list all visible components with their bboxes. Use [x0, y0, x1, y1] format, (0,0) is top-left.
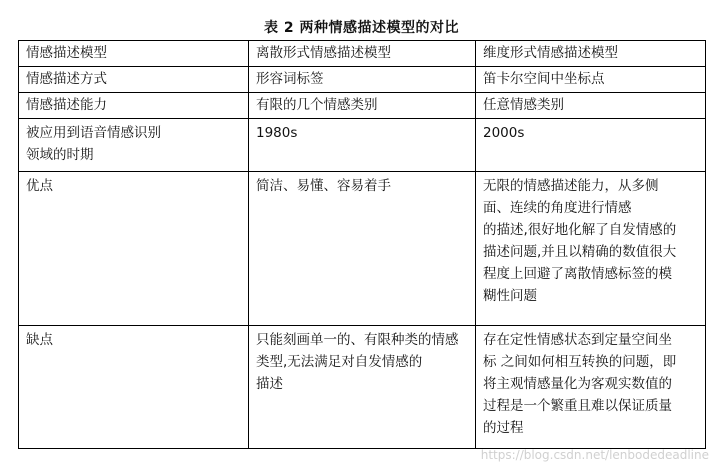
comparison-table [18, 40, 706, 449]
cell-dimensional-advantages-text: 无限的情感描述能力，从多侧 面、连续的角度进行情感 的描述,很好地化解了自发情感的 描述问题,并且以精确的数值很大 程度上回避了离散情感标签的模 糊性问题 [483, 178, 677, 304]
cell-dimensional-method: 笛卡尔空间中坐标点 [476, 67, 706, 93]
row-label-description-ability: 情感描述能力 [19, 93, 249, 119]
cell-discrete-advantages: 简洁、易懂、容易着手 [249, 172, 476, 326]
table-row [19, 119, 706, 172]
row-label-period [19, 119, 249, 172]
watermark: https://blog.csdn.net/lenbodedeadline [480, 448, 709, 462]
header-cell-discrete: 离散形式情感描述模型 [249, 41, 476, 67]
cell-dimensional-ability: 任意情感类别 [476, 93, 706, 119]
header-cell-dimensional: 维度形式情感描述模型 [476, 41, 706, 67]
cell-dimensional-period: 2000s [476, 119, 706, 172]
cell-discrete-ability: 有限的几个情感类别 [249, 93, 476, 119]
row-label-description-method: 情感描述方式 [19, 67, 249, 93]
cell-discrete-period: 1980s [249, 119, 476, 172]
cell-discrete-disadvantages [249, 326, 476, 449]
cell-discrete-method: 形容词标签 [249, 67, 476, 93]
table-row [19, 93, 706, 119]
cell-discrete-disadvantages-text: 只能刻画单一的、有限种类的情感 类型,无法满足对自发情感的 描述 [256, 332, 459, 392]
table-row [19, 172, 706, 326]
row-label-period-text: 被应用到语音情感识别 领域的时期 [26, 125, 161, 163]
row-label-disadvantages: 缺点 [19, 326, 249, 449]
cell-dimensional-advantages [476, 172, 706, 326]
table-row [19, 326, 706, 449]
table-row [19, 67, 706, 93]
table-caption: 表 2 两种情感描述模型的对比 [264, 20, 459, 36]
header-cell-model: 情感描述模型 [19, 41, 249, 67]
cell-dimensional-disadvantages [476, 326, 706, 449]
cell-dimensional-disadvantages-text: 存在定性情感状态到定量空间坐 标 之间如何相互转换的问题，即 将主观情感量化为客观实数值的 过程是一个繁重且难以保证质量 的过程 [483, 332, 677, 436]
table-header-row [19, 41, 706, 67]
row-label-advantages: 优点 [19, 172, 249, 326]
